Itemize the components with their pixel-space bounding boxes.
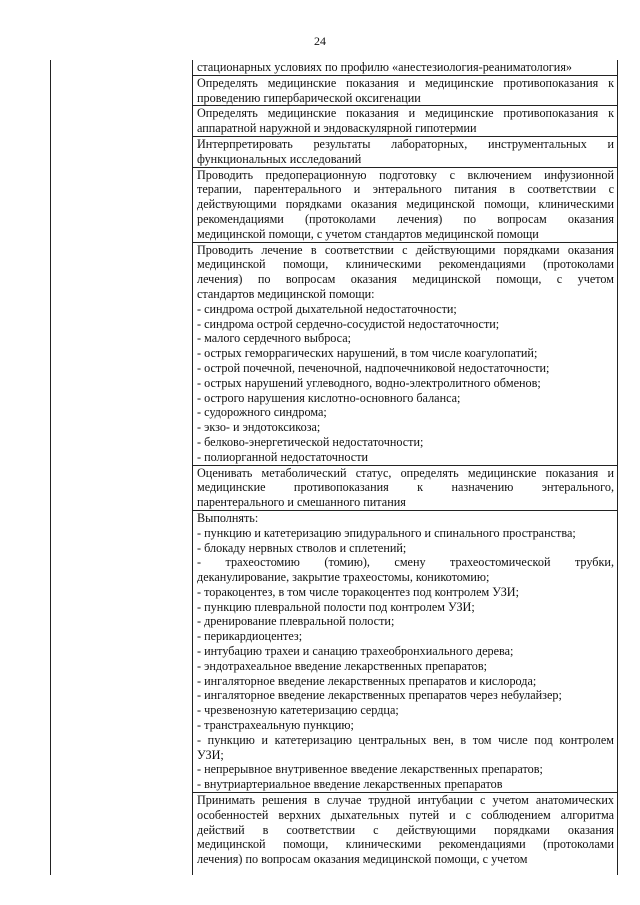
row-text-line: - интубацию трахеи и санацию трахеобронхиального дерева; xyxy=(197,644,514,659)
row-text-line: - дренирование плевральной полости; xyxy=(197,614,395,629)
skills-column xyxy=(193,60,617,867)
row-text-line: - внутриартериальное введение лекарственных препаратов xyxy=(197,777,503,792)
row-text-line: стационарных условиях по профилю «анестезиология-реаниматология» xyxy=(197,60,573,74)
row-text-line: деканулирование, закрытие трахеостомы, коникотомию; xyxy=(197,570,490,585)
row-text-line: - трахеостомию (томию), смену трахеостомической трубки, xyxy=(197,555,614,570)
row-text-line: Выполнять: xyxy=(197,510,259,525)
row-text-line: - пункцию и катетеризацию эпидурального и спинального пространства; xyxy=(197,525,576,540)
row-text-line: - чрезвенозную катетеризацию сердца; xyxy=(197,703,399,718)
row-text-line: рекомендациями (протоколами лечения) по вопросам оказания xyxy=(197,211,614,226)
row-text-line: проведению гипербарической оксигенации xyxy=(197,90,421,105)
row-text-line: Проводить предоперационную подготовку с включением инфузионной xyxy=(197,167,614,182)
row-text-line: - полиорганной недостаточности xyxy=(197,449,369,464)
row-text-line: - судорожного синдрома; xyxy=(197,405,327,420)
table-row xyxy=(193,466,617,511)
left-column-cell xyxy=(51,60,193,875)
row-text-line: - синдрома острой дыхательной недостаточности; xyxy=(197,301,457,316)
row-text-line: парентерального и смешанного питания xyxy=(197,495,406,510)
row-text-line: - пункцию плевральной полости под контролем УЗИ; xyxy=(197,599,475,614)
table-row xyxy=(193,243,617,466)
row-text-line: Оценивать метаболический статус, определять медицинские показания и xyxy=(197,465,614,480)
row-text-line: Проводить лечение в соответствии с действующими порядками оказания xyxy=(197,242,614,257)
table-row xyxy=(193,168,617,243)
table-row xyxy=(193,60,617,76)
row-text-line: Интерпретировать результаты лабораторных, инструментальных и xyxy=(197,136,614,151)
row-text-line: особенностей верхних дыхательных путей и с соблюдением алгоритма xyxy=(197,807,614,822)
competency-table xyxy=(50,60,618,875)
row-text-line: - острой почечной, печеночной, надпочечниковой недостаточности; xyxy=(197,360,550,375)
table-row xyxy=(193,106,617,137)
row-text-line: - непрерывное внутривенное введение лекарственных препаратов; xyxy=(197,762,543,777)
row-text-line: УЗИ; xyxy=(197,747,224,762)
row-text-line: - ингаляторное введение лекарственных препаратов и кислорода; xyxy=(197,673,537,688)
row-text-line: - острых нарушений углеводного, водно-электролитного обменов; xyxy=(197,375,541,390)
row-text-line: - транстрахеальную пункцию; xyxy=(197,718,354,733)
row-text-line: Определять медицинские показания и медицинские противопоказания к xyxy=(197,106,614,121)
row-text-line: - пункцию и катетеризацию центральных вен, в том числе под контролем xyxy=(197,732,614,747)
row-text-line: - ингаляторное введение лекарственных препаратов через небулайзер; xyxy=(197,688,562,703)
row-text-line: - острых геморрагических нарушений, в том числе коагулопатий; xyxy=(197,346,538,361)
row-text-line: действий в соответствии с действующими порядками оказания xyxy=(197,822,614,837)
row-text-line: действующими порядками оказания медицинской помощи, клиническими xyxy=(197,197,614,212)
row-text-line: - перикардиоцентез; xyxy=(197,629,303,644)
row-text-line: медицинской помощи, с учетом стандартов медицинской помощи xyxy=(197,226,539,241)
row-text-line: - блокаду нервных стволов и сплетений; xyxy=(197,540,407,555)
row-text-line: медицинской помощи, клиническими рекомендациями (протоколами xyxy=(197,257,614,272)
row-text-line: Определять медицинские показания и медицинские противопоказания к xyxy=(197,75,614,90)
table-row xyxy=(193,76,617,107)
row-text-line: Принимать решения в случае трудной интубации с учетом анатомических xyxy=(197,793,614,808)
row-text-line: терапии, парентерального и энтерального питания в соответствии с xyxy=(197,182,614,197)
row-text-line: - синдрома острой сердечно-сосудистой недостаточности; xyxy=(197,316,500,331)
row-text-line: - экзо- и эндотоксикоза; xyxy=(197,420,321,435)
row-text-line: функциональных исследований xyxy=(197,151,362,166)
row-text-line: стандартов медицинской помощи: xyxy=(197,286,375,301)
row-text-line: - белково-энергетической недостаточности; xyxy=(197,434,424,449)
row-text-line: аппаратной наружной и эндоваскулярной гипотермии xyxy=(197,121,477,136)
row-text-line: - эндотрахеальное введение лекарственных препаратов; xyxy=(197,658,487,673)
page-number: 24 xyxy=(314,34,326,48)
row-text-line: медицинской помощи, клиническими рекомендациями (протоколами xyxy=(197,837,614,852)
row-text-line: медицинские противопоказания к назначению энтерального, xyxy=(197,480,614,495)
row-text-line: лечения) по вопросам оказания медицинской помощи, с учетом xyxy=(197,272,614,287)
table-row xyxy=(193,137,617,168)
row-text-line: лечения) по вопросам оказания медицинской помощи, с учетом xyxy=(197,852,528,867)
row-text-line: - малого сердечного выброса; xyxy=(197,331,352,346)
row-text-line: - острого нарушения кислотно-основного баланса; xyxy=(197,390,461,405)
row-text-line: - торакоцентез, в том числе торакоцентез под контролем УЗИ; xyxy=(197,584,519,599)
table-row xyxy=(193,511,617,793)
table-row xyxy=(193,793,617,867)
